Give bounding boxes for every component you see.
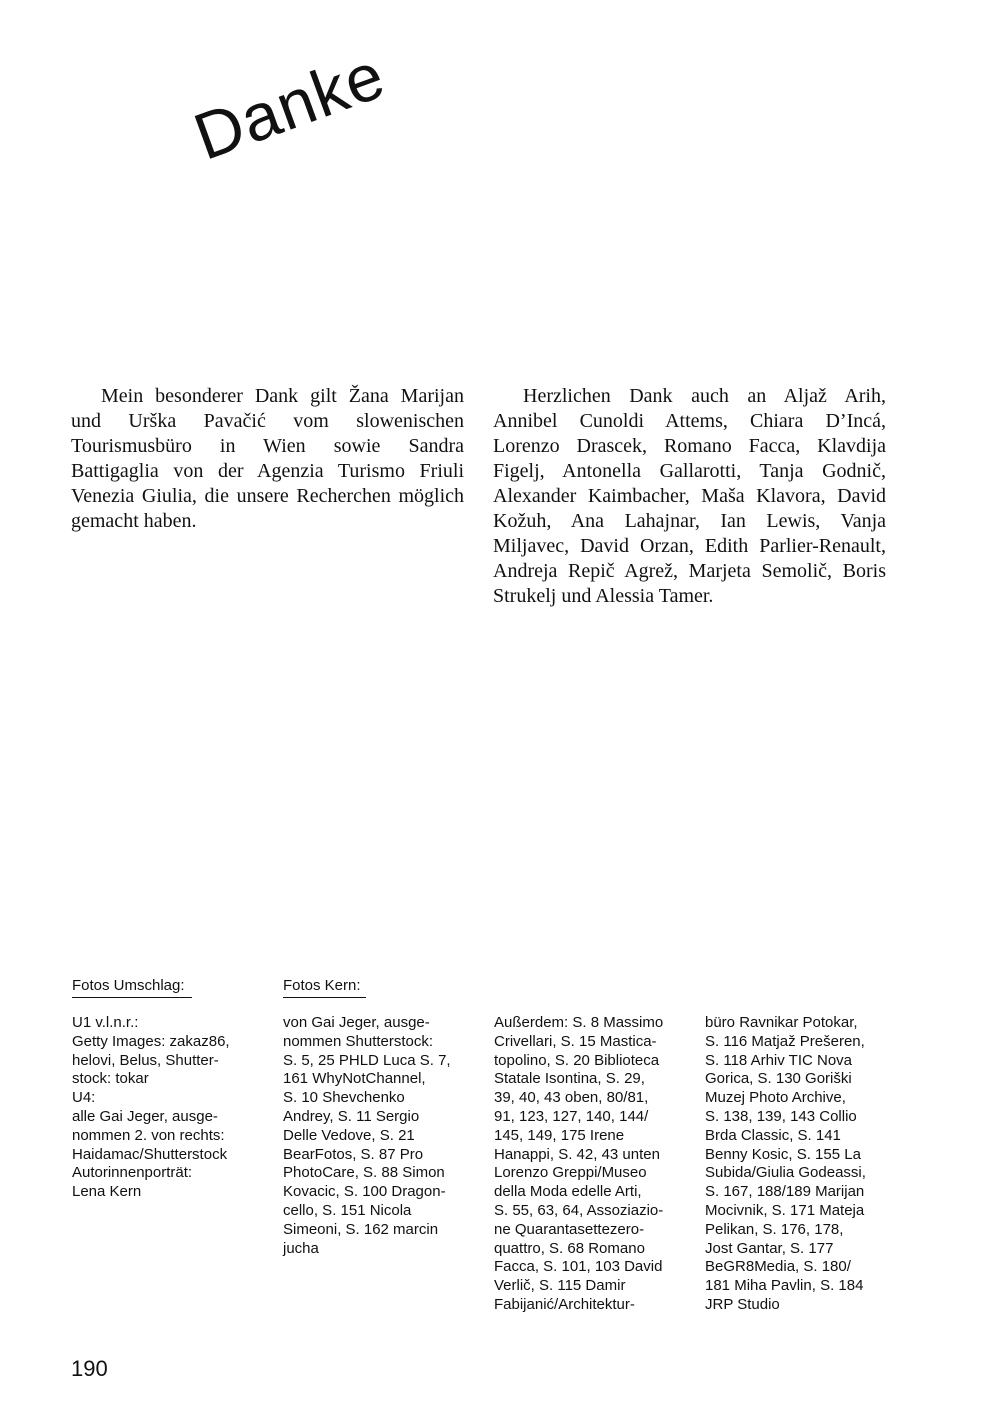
photo-credits-column-4: büro Ravnikar Potokar, S. 116 Matjaž Prešeren, S. 118 Arhiv TIC Nova Gorica, S. 130 Goriški Muzej Photo Archive, S. 138, 139, 143 Collio Brda Classic, S. 141 Benny Kosic, S. 155 La Subida/Giulia Godeassi, S. 167, 188/189 Marijan Mocivnik, S. 171 Mateja Pelikan, S. 176, 178, Jost Gantar, S. 177 BeGR8Media, S. 180/ 181 Miha Pavlin, S. 184 JRP Studio [705, 1014, 866, 1313]
thanks-paragraph-left: Mein besonderer Dank gilt Žana Marijan und Urška Pavačić vom slowenischen Tourismusbüro in Wien sowie Sandra Battigaglia von der Agenzia Turismo Friuli Venezia Giulia, die unsere Recherchen möglich gemacht haben. [71, 385, 464, 532]
thanks-paragraph-right: Herzlichen Dank auch an Aljaž Arih, Annibel Cunoldi Attems, Chiara D’Incá, Lorenzo Drascek, Romano Facca, Klavdija Figelj, Antonella Gallarotti, Tanja Godnič, Alexander Kaimbacher, Maša Klavora, David Kožuh, Ana Lahajnar, Ian Lewis, Vanja Miljavec, David Orzan, Edith Parlier-Renault, Andreja Repič Agrež, Marjeta Semolič, Boris Strukelj und Alessia Tamer. [493, 385, 886, 607]
photo-credits-column-3: Außerdem: S. 8 Massimo Crivellari, S. 15 Mastica- topolino, S. 20 Biblioteca Statale Isontina, S. 29, 39, 40, 43 oben, 80/81, 91, 123, 127, 140, 144/ 145, 149, 175 Irene Hanappi, S. 42, 43 unten Lorenzo Greppi/Museo della Moda edelle Arti, S. 55, 63, 64, Assoziazio- ne Quarantasettezero- quattro, S. 68 Romano Facca, S. 101, 103 David Verlič, S. 115 Damir Fabijanić/Architektur- [494, 1014, 664, 1313]
page-title: Danke [184, 37, 394, 174]
photo-credits-column-1: U1 v.l.n.r.: Getty Images: zakaz86, helovi, Belus, Shutter- stock: tokar U4: alle Gai Jeger, ausge- nommen 2. von rechts: Haidamac/Shutterstock Autorinnenporträt: Lena Kern [72, 1014, 230, 1201]
cover-photos-heading: Fotos Umschlag: [72, 976, 192, 998]
core-photos-heading: Fotos Kern: [283, 976, 366, 998]
photo-credits-column-2: von Gai Jeger, ausge- nommen Shutterstock: S. 5, 25 PHLD Luca S. 7, 161 WhyNotChannel, S. 10 Shevchenko Andrey, S. 11 Sergio Delle Vedove, S. 21 BearFotos, S. 87 Pro PhotoCare, S. 88 Simon Kovacic, S. 100 Dragon- cello, S. 151 Nicola Simeoni, S. 162 marcin jucha [283, 1014, 451, 1257]
page-number: 190 [71, 1356, 108, 1381]
